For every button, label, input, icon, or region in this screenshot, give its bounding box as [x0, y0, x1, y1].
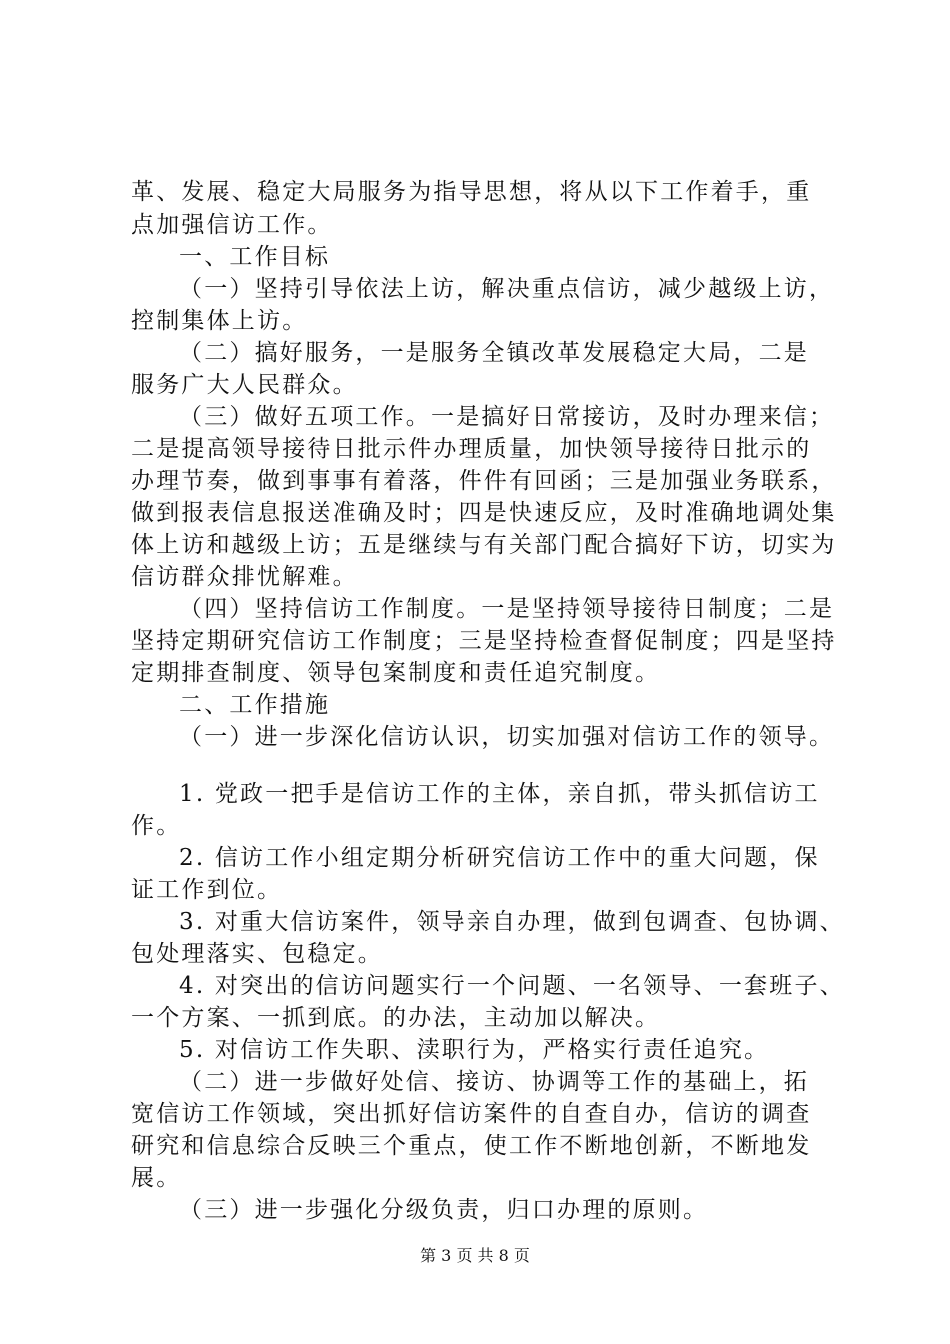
body-line: 做到报表信息报送准确及时；四是快速反应，及时准确地调处集 [131, 500, 837, 526]
body-line: 信访群众排忧解难。 [131, 564, 358, 590]
body-line: 服务广大人民群众。 [131, 372, 358, 398]
body-line: （一）进一步深化信访认识，切实加强对信访工作的领导。 [179, 724, 835, 750]
body-line: 证工作到位。 [131, 877, 283, 903]
body-line: 展。 [131, 1165, 182, 1191]
body-line: 包处理落实、包稳定。 [131, 941, 383, 967]
body-line: （三）做好五项工作。一是搞好日常接访，及时办理来信； [179, 404, 835, 430]
body-line: （二）搞好服务，一是服务全镇改革发展稳定大局，二是 [179, 340, 809, 366]
list-item: 4. 对突出的信访问题实行一个问题、一名领导、一套班子、 [179, 973, 845, 999]
body-line: 作。 [131, 813, 182, 839]
list-item: 3. 对重大信访案件，领导亲自办理，做到包调查、包协调、 [179, 909, 845, 935]
page-number-footer: 第 3 页 共 8 页 [420, 1246, 530, 1265]
list-item: 5. 对信访工作失职、渎职行为，严格实行责任追究。 [179, 1037, 770, 1063]
body-line: 坚持定期研究信访工作制度；三是坚持检查督促制度；四是坚持 [131, 628, 837, 654]
list-item: 2. 信访工作小组定期分析研究信访工作中的重大问题，保 [179, 845, 820, 871]
body-line: （二）进一步做好处信、接访、协调等工作的基础上，拓 [179, 1069, 809, 1095]
section-heading: 一、工作目标 [179, 244, 331, 270]
body-line: 二是提高领导接待日批示件办理质量，加快领导接待日批示的 [131, 436, 812, 462]
body-line: 宽信访工作领域，突出抓好信访案件的自查自办，信访的调查 [131, 1101, 812, 1127]
body-line: （三）进一步强化分级负责，归口办理的原则。 [179, 1197, 709, 1223]
body-line: 体上访和越级上访；五是继续与有关部门配合搞好下访，切实为 [131, 532, 837, 558]
body-line: 研究和信息综合反映三个重点，使工作不断地创新，不断地发 [131, 1133, 812, 1159]
body-line: （一）坚持引导依法上访，解决重点信访，减少越级上访， [179, 276, 835, 302]
body-line: 一个方案、一抓到底。的办法，主动加以解决。 [131, 1005, 661, 1031]
body-line: 革、发展、稳定大局服务为指导思想，将从以下工作着手，重 [131, 179, 812, 205]
list-item: 1. 党政一把手是信访工作的主体，亲自抓，带头抓信访工 [179, 781, 820, 807]
body-line: （四）坚持信访工作制度。一是坚持领导接待日制度；二是 [179, 596, 835, 622]
section-heading: 二、工作措施 [179, 692, 331, 718]
body-line: 点加强信访工作。 [131, 212, 333, 238]
body-line: 控制集体上访。 [131, 308, 308, 334]
body-line: 办理节奏，做到事事有着落，件件有回函；三是加强业务联系， [131, 468, 837, 494]
body-line: 定期排查制度、领导包案制度和责任追究制度。 [131, 660, 661, 686]
